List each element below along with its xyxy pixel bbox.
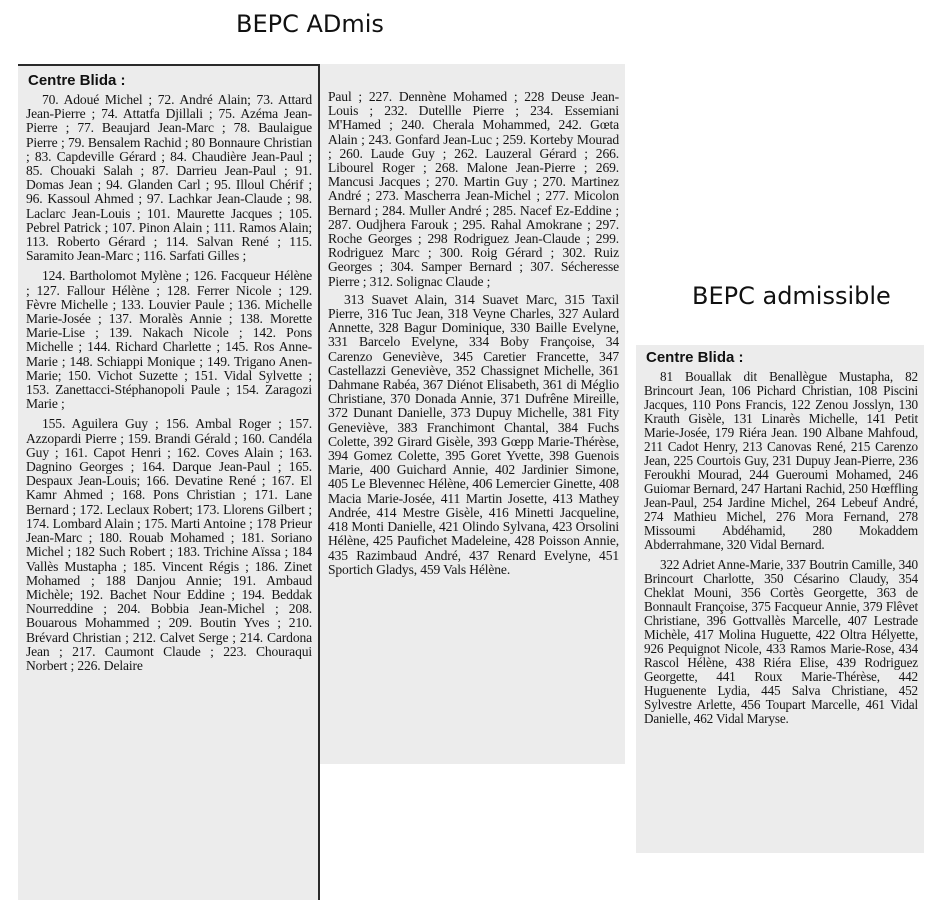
admis-continued-paragraph-2: 313 Suavet Alain, 314 Suavet Marc, 315 Taxil Pierre, 316 Tuc Jean, 318 Veyne Charles, 327 Aulard Annette, 328 Bagur Dominique, 330 Baille Evelyne, 331 Barcelo Evelyne, 334 Boby Françoise, 34 Carenzo Geneviève, 345 Caretier Francette, 347 Castellazzi Geneviève, 352 Chassignet Michelle, 361 Dahmane Rabéa, 367 Diénot Elisabeth, 361 di Méglio Christiane, 370 Donada Annie, 371 Dufrêne Mireille, 372 Dunant Danielle, 373 Dupuy Michelle, 381 Fity Geneviève, 383 Franchimont Chantal, 384 Fuchs Colette, 392 Girard Gisèle, 393 Gœpp Marie-Thérèse, 394 Gomez Colette, 395 Goret Yvette, 398 Guenois Marie, 400 Guichard Annie, 402 Jardinier Simone, 405 Le Blevennec Hélène, 406 Lemercier Ginette, 408 Macia Marie-Josée, 411 Martin Josette, 413 Mathey Andrée, 414 Mestre Gisèle, 416 Minetti Jacqueline, 418 Monti Danielle, 421 Olindo Sylvana, 423 Orsolini Hélène, 425 Paufichet Madeleine, 428 Poisson Annie, 435 Razimbaud André, 437 Renard Evelyne, 451 Sportich Gladys, 459 Vals Hélène. [328, 291, 619, 577]
admis-continued-paragraph-1: Paul ; 227. Dennène Mohamed ; 228 Deuse Jean-Louis ; 232. Dutellle Pierre ; 234. Essemiani M'Hamed ; 240. Cherala Mohammed, 242. Gœta Alain ; 243. Gonfard Jean-Luc ; 259. Korteby Mourad ; 260. Laude Guy ; 262. Lauzeral Gérard ; 266. Libourel Roger ; 268. Malone Jean-Pierre ; 269. Mancusi Jacques ; 270. Martin Guy ; 270. Martinez André ; 273. Mascherra Jean-Michel ; 277. Micolon Bernard ; 284. Muller André ; 285. Nacef Ez-Eddine ; 287. Oudjhera Farouk ; 295. Rahal Amokrane ; 297. Roche Georges ; 298 Rodriguez Jean-Claude ; 299. Rodriguez Marc ; 300. Roig Gérard ; 302. Ruiz Georges ; 304. Samper Bernard ; 307. Sécheresse Pierre ; 312. Solignac Claude ; [328, 89, 619, 289]
admissible-paragraph-2: 322 Adriet Anne-Marie, 337 Boutrin Camille, 340 Brincourt Charlotte, 350 Césarino Claudy, 354 Cheklat Mouni, 356 Cortès Georgette, 363 de Bonnault Françoise, 375 Facqueur Annie, 379 Flêvet Christiane, 396 Gottvallès Marcelle, 407 Lestrade Michèle, 417 Molina Huguette, 422 Oltra Hélyette, 926 Pequignot Nicole, 433 Ramos Marie-Rose, 434 Rascol Hélène, 438 Riéra Elise, 439 Rodriguez Georgette, 441 Roux Marie-Thérèse, 442 Huguenente Lydia, 445 Salva Christiane, 452 Sylvestre Arlette, 456 Toupart Marcelle, 461 Vidal Danielle, 462 Vidal Maryse. [644, 557, 918, 726]
handwritten-title-admissible: BEPC admissible [692, 282, 891, 310]
clipping-admissible [636, 345, 924, 853]
clipping-admis-column-1 [18, 64, 318, 900]
admis-paragraph-2: 124. Bartholomot Mylène ; 126. Facqueur Hélène ; 127. Fallour Hélène ; 128. Ferrer Nicole ; 129. Fèvre Michelle ; 133. Louvier Paule ; 136. Michelle Marie-Josée ; 137. Moralès Annie ; 138. Morette Marie-Lise ; 139. Nakach Nicole ; 142. Pons Michelle ; 144. Richard Charlette ; 145. Ros Anne-Marie ; 148. Schiappi Monique ; 149. Trigano Anen-Marie; 150. Vichot Suzette ; 151. Vidal Sylvette ; 153. Zanettacci-Stéphanopoli Paule ; 154. Zaragozi Marie ; [26, 268, 312, 412]
center-heading-admis: Centre Blida : [28, 72, 126, 89]
admissible-paragraph-1: 81 Bouallak dit Benallègue Mustapha, 82 Brincourt Jean, 106 Pichard Christian, 108 Piscini Jacques, 110 Pons Francis, 122 Zenou Josslyn, 130 Krauth Gisèle, 131 Linarès Michelle, 141 Petit Marie-Josée, 179 Riéra Jean. 190 Albane Mahfoud, 211 Cadot Henry, 213 Canovas René, 215 Carenzo Jean, 225 Courtois Guy, 231 Dupuy Jean-Pierre, 236 Feroukhi Mourad, 244 Gueroumi Mohamed, 246 Guiomar Bernard, 247 Hartani Rachid, 250 Hœffling Jean-Paul, 254 Jardine Michel, 264 Lebeuf André, 274 Mathieu Michel, 276 Mora Fernand, 278 Missoumi Abdéhamid, 280 Mokaddem Abderrahmane, 320 Vidal Bernard. [644, 369, 918, 552]
column-top-rule [18, 64, 318, 66]
clipping-admis-column-2 [320, 64, 625, 764]
admis-paragraph-1: 70. Adoué Michel ; 72. André Alain; 73. Attard Jean-Pierre ; 74. Attatfa Djillali ; 75. Azéma Jean-Pierre ; 77. Beaujard Jean-Marc ; 78. Baulaigue Pierre ; 79. Bensalem Rachid ; 80 Bonnaure Christian ; 83. Capdeville Gérard ; 84. Chaudière Jean-Paul ; 85. Chouaki Salah ; 87. Darrieu Jean-Paul ; 91. Domas Jean ; 94. Glanden Carl ; 95. Illoul Chérif ; 96. Kassoul Ahmed ; 97. Lachkar Jean-Claude ; 98. Laclarc Jean-Louis ; 101. Maurette Jacques ; 105. Pebrel Patrick ; 107. Pinon Alain ; 111. Ramos Alain; 113. Roberto Gérard ; 114. Salvan René ; 115. Saramito Jean-Marc ; 116. Sarfati Gilles ; [26, 92, 312, 264]
center-heading-admissible: Centre Blida : [646, 349, 744, 366]
handwritten-title-admis: BEPC ADmis [236, 10, 384, 38]
admis-paragraph-3: 155. Aguilera Guy ; 156. Ambal Roger ; 157. Azzopardi Pierre ; 159. Brandi Gérald ; 160. Candéla Guy ; 161. Capot Henri ; 162. Coves Alain ; 163. Dagnino Georges ; 164. Darque Jean-Paul ; 165. Despaux Jean-Louis; 166. Devatine René ; 167. El Kamr Ahmed ; 168. Pons Christian ; 171. Lane Bernard ; 172. Leclaux Robert; 173. Llorens Gilbert ; 174. Lombard Alain ; 175. Marti Antoine ; 178 Prieur Jean-Marc ; 180. Rouab Mohamed ; 181. Soriano Michel ; 182 Such Robert ; 183. Trichine Aïssa ; 184 Vallès Mustapha ; 185. Vincent Régis ; 186. Zinet Mohamed ; 188 Danjou Annie; 191. Ambaud Michèle; 192. Bachet Nour Eddine ; 194. Beddak Nourreddine ; 204. Bobbia Jean-Michel ; 208. Bouarous Mohammed ; 209. Boutin Yves ; 210. Brévard Christian ; 212. Calvet Serge ; 214. Cardona Jean ; 217. Caumont Claude ; 223. Chouraqui Norbert ; 226. Delaire [26, 416, 312, 673]
